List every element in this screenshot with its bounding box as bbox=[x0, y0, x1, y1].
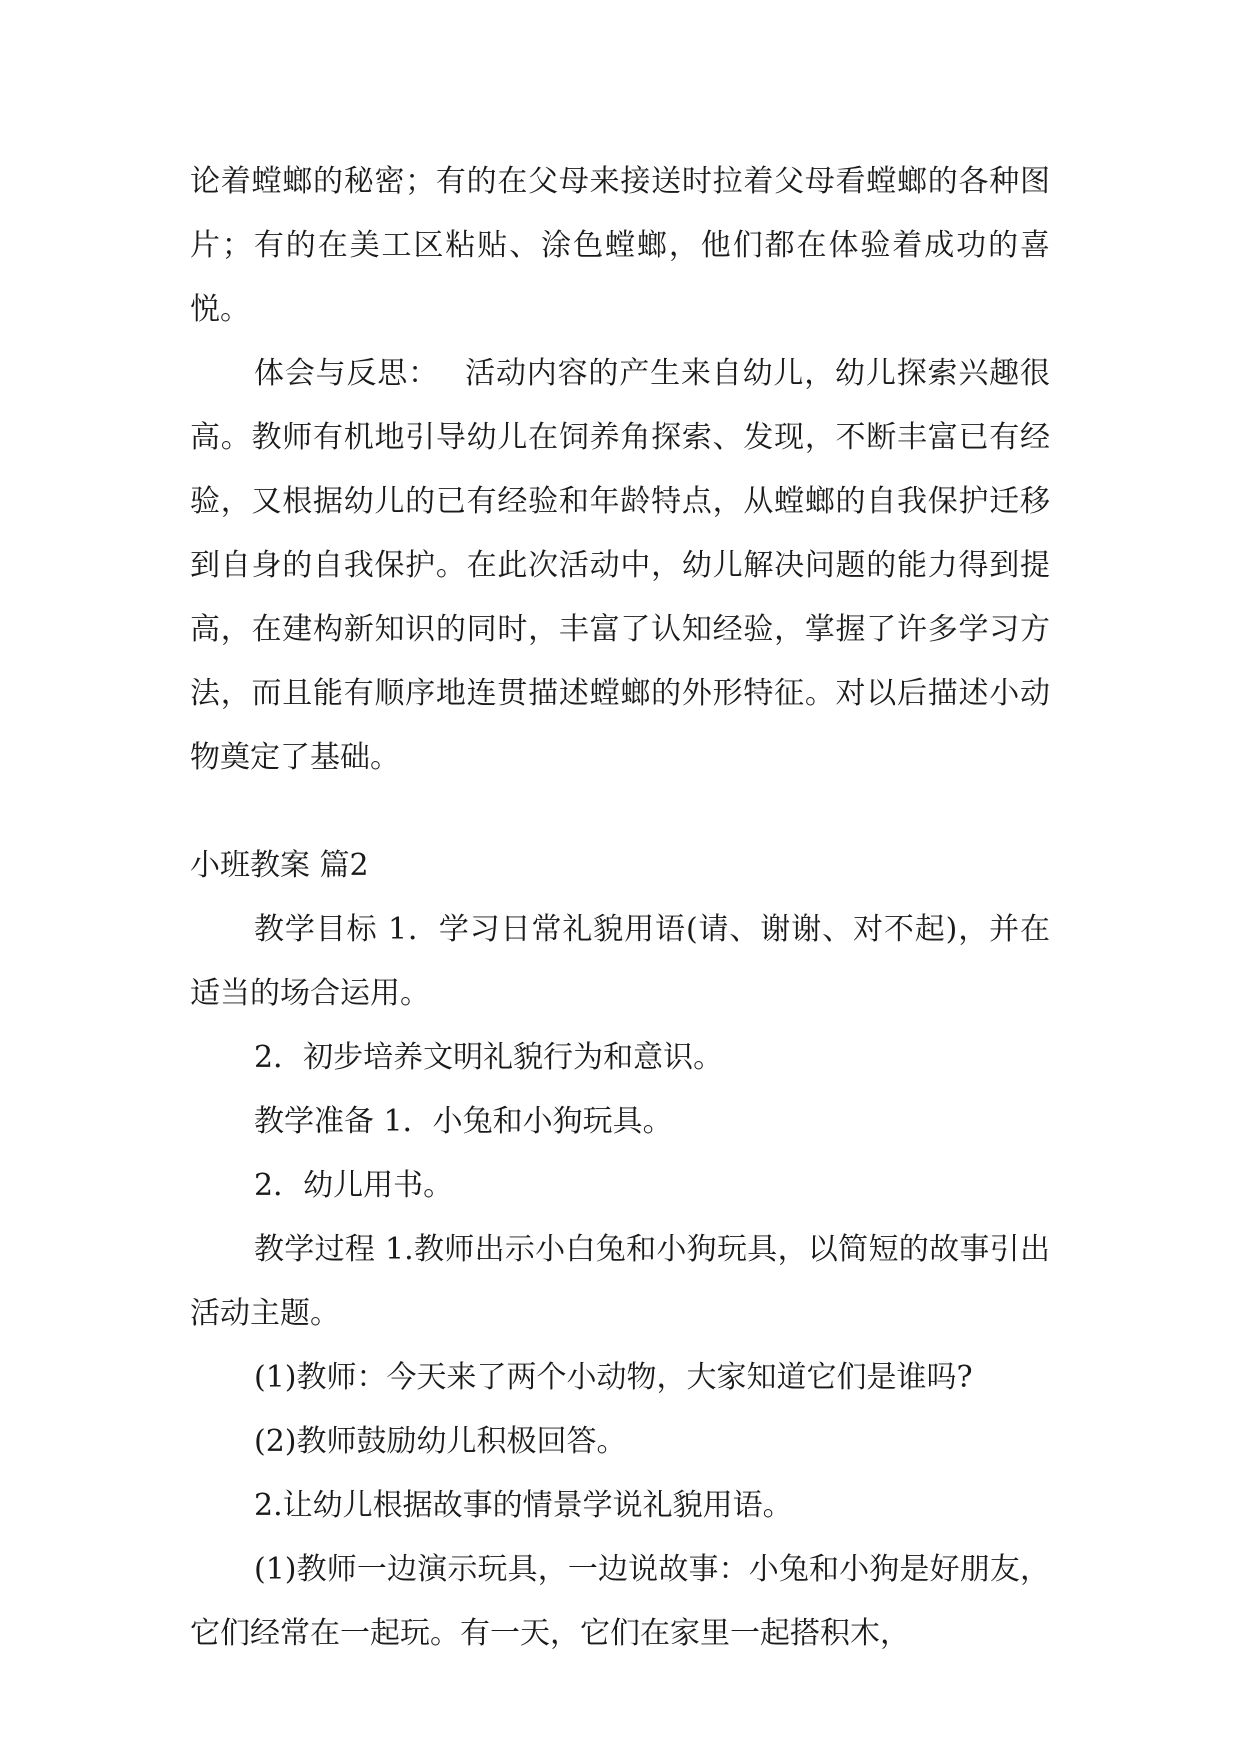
document-body bbox=[190, 150, 1050, 1666]
paragraph-story: (1)教师一边演示玩具，一边说故事：小兔和小狗是好朋友，它们经常在一起玩。有一天，它们在家里一起搭积木， bbox=[190, 1552, 1050, 1651]
paragraph-teaching-goal: 教学目标 1．学习日常礼貌用语(请、谢谢、对不起)，并在适当的场合运用。 bbox=[190, 912, 1050, 1011]
paragraph-process-step-2: 2.让幼儿根据故事的情景学说礼貌用语。 bbox=[254, 1488, 793, 1523]
paragraph-process-2: (2)教师鼓励幼儿积极回答。 bbox=[254, 1424, 627, 1459]
paragraph-goal-2: 2．初步培养文明礼貌行为和意识。 bbox=[254, 1040, 724, 1075]
paragraph-reflection: 体会与反思： 活动内容的产生来自幼儿，幼儿探索兴趣很高。教师有机地引导幼儿在饲养角探索、发现，不断丰富已有经验，又根据幼儿的已有经验和年龄特点，从螳螂的自我保护迁移到自身的自我保护。在此次活动中，幼儿解决问题的能力得到提高，在建构新知识的同时，丰富了认知经验，掌握了许多学习方法，而且能有顺序地连贯描述螳螂的外形特征。对以后描述小动物奠定了基础。 bbox=[190, 356, 1050, 775]
paragraph-preparation-2: 2．幼儿用书。 bbox=[254, 1168, 454, 1203]
paragraph-preparation: 教学准备 1．小兔和小狗玩具。 bbox=[254, 1104, 673, 1139]
paragraph-continuation: 论着螳螂的秘密；有的在父母来接送时拉着父母看螳螂的各种图片；有的在美工区粘贴、涂色螳螂，他们都在体验着成功的喜悦。 bbox=[190, 164, 1050, 327]
section-heading: 小班教案 篇2 bbox=[190, 848, 369, 883]
paragraph-process-1: (1)教师：今天来了两个小动物，大家知道它们是谁吗? bbox=[254, 1360, 973, 1395]
paragraph-process: 教学过程 1.教师出示小白兔和小狗玩具，以简短的故事引出活动主题。 bbox=[190, 1232, 1050, 1331]
